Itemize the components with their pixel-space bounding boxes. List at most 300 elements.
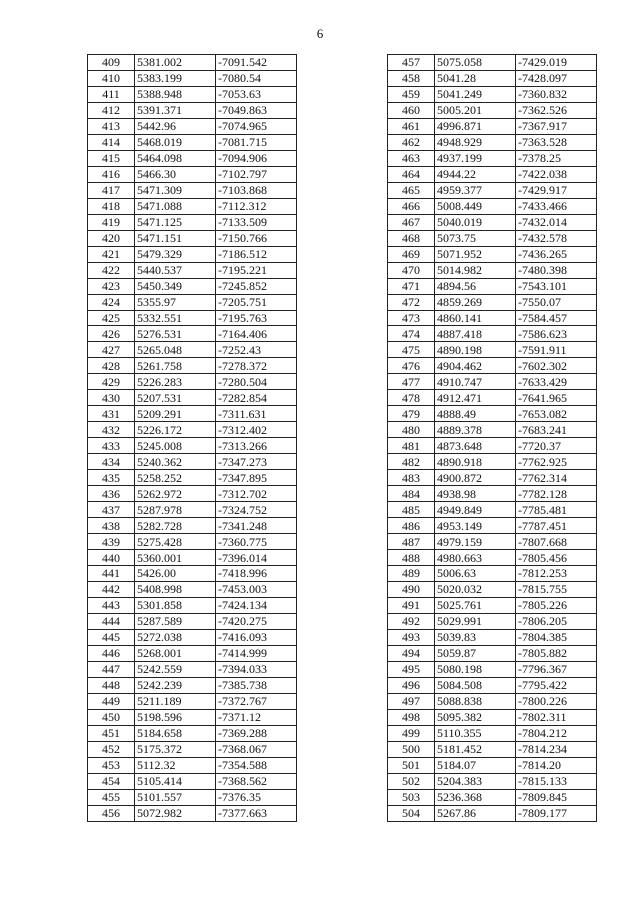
y-coordinate-cell: -7324.752 [216, 502, 297, 518]
y-coordinate-cell: -7807.668 [516, 534, 597, 550]
y-coordinate-cell: -7453.003 [216, 581, 297, 597]
x-coordinate-cell: 4904.462 [435, 358, 516, 374]
table-row [388, 502, 597, 518]
table-row [388, 150, 597, 166]
y-coordinate-cell: -7782.128 [516, 486, 597, 502]
y-coordinate-cell: -7428.097 [516, 70, 597, 86]
x-coordinate-cell: 5282.728 [135, 518, 216, 534]
y-coordinate-cell: -7313.266 [216, 438, 297, 454]
point-number-cell: 501 [388, 757, 435, 773]
table-row [388, 246, 597, 262]
coordinates-table-right-body [388, 55, 597, 822]
x-coordinate-cell: 5408.998 [135, 581, 216, 597]
x-coordinate-cell: 5426.00 [135, 566, 216, 582]
table-row [88, 374, 297, 390]
table-row [88, 789, 297, 805]
x-coordinate-cell: 5355.97 [135, 294, 216, 310]
point-number-cell: 495 [388, 661, 435, 677]
x-coordinate-cell: 5039.83 [435, 629, 516, 645]
x-coordinate-cell: 4979.159 [435, 534, 516, 550]
y-coordinate-cell: -7368.562 [216, 773, 297, 789]
table-row [388, 645, 597, 661]
x-coordinate-cell: 5184.658 [135, 725, 216, 741]
table-row [88, 230, 297, 246]
y-coordinate-cell: -7543.101 [516, 278, 597, 294]
point-number-cell: 428 [88, 358, 135, 374]
point-number-cell: 412 [88, 102, 135, 118]
table-row [388, 118, 597, 134]
x-coordinate-cell: 5184.07 [435, 757, 516, 773]
y-coordinate-cell: -7815.755 [516, 581, 597, 597]
x-coordinate-cell: 5204.383 [435, 773, 516, 789]
y-coordinate-cell: -7812.253 [516, 566, 597, 582]
table-row [88, 182, 297, 198]
table-row [88, 166, 297, 182]
table-row [88, 342, 297, 358]
point-number-cell: 449 [88, 693, 135, 709]
point-number-cell: 448 [88, 677, 135, 693]
table-row [88, 390, 297, 406]
y-coordinate-cell: -7150.766 [216, 230, 297, 246]
point-number-cell: 473 [388, 310, 435, 326]
y-coordinate-cell: -7800.226 [516, 693, 597, 709]
point-number-cell: 464 [388, 166, 435, 182]
point-number-cell: 494 [388, 645, 435, 661]
point-number-cell: 430 [88, 390, 135, 406]
y-coordinate-cell: -7805.882 [516, 645, 597, 661]
y-coordinate-cell: -7360.775 [216, 534, 297, 550]
y-coordinate-cell: -7311.631 [216, 406, 297, 422]
y-coordinate-cell: -7186.512 [216, 246, 297, 262]
table-row [388, 342, 597, 358]
x-coordinate-cell: 4890.198 [435, 342, 516, 358]
y-coordinate-cell: -7814.20 [516, 757, 597, 773]
point-number-cell: 441 [88, 566, 135, 582]
point-number-cell: 487 [388, 534, 435, 550]
table-row [88, 134, 297, 150]
x-coordinate-cell: 5287.978 [135, 502, 216, 518]
table-row [388, 326, 597, 342]
point-number-cell: 443 [88, 597, 135, 613]
table-row [388, 198, 597, 214]
x-coordinate-cell: 5464.098 [135, 150, 216, 166]
x-coordinate-cell: 5105.414 [135, 773, 216, 789]
point-number-cell: 434 [88, 454, 135, 470]
y-coordinate-cell: -7102.797 [216, 166, 297, 182]
x-coordinate-cell: 5471.151 [135, 230, 216, 246]
table-row [88, 773, 297, 789]
x-coordinate-cell: 5209.291 [135, 406, 216, 422]
table-row [88, 294, 297, 310]
table-row [388, 534, 597, 550]
x-coordinate-cell: 5014.982 [435, 262, 516, 278]
y-coordinate-cell: -7633.429 [516, 374, 597, 390]
point-number-cell: 461 [388, 118, 435, 134]
x-coordinate-cell: 5471.125 [135, 214, 216, 230]
point-number-cell: 471 [388, 278, 435, 294]
x-coordinate-cell: 5075.058 [435, 55, 516, 71]
x-coordinate-cell: 5072.982 [135, 805, 216, 821]
y-coordinate-cell: -7360.832 [516, 86, 597, 102]
table-row [88, 566, 297, 582]
x-coordinate-cell: 4889.378 [435, 422, 516, 438]
table-row [88, 693, 297, 709]
point-number-cell: 475 [388, 342, 435, 358]
table-row [388, 725, 597, 741]
x-coordinate-cell: 5242.239 [135, 677, 216, 693]
point-number-cell: 453 [88, 757, 135, 773]
y-coordinate-cell: -7787.451 [516, 518, 597, 534]
table-row [388, 805, 597, 821]
y-coordinate-cell: -7394.033 [216, 661, 297, 677]
x-coordinate-cell: 5041.28 [435, 70, 516, 86]
y-coordinate-cell: -7091.542 [216, 55, 297, 71]
table-row [88, 502, 297, 518]
y-coordinate-cell: -7795.422 [516, 677, 597, 693]
point-number-cell: 468 [388, 230, 435, 246]
x-coordinate-cell: 4948.929 [435, 134, 516, 150]
y-coordinate-cell: -7112.312 [216, 198, 297, 214]
table-row [388, 214, 597, 230]
point-number-cell: 452 [88, 741, 135, 757]
point-number-cell: 478 [388, 390, 435, 406]
x-coordinate-cell: 4953.149 [435, 518, 516, 534]
point-number-cell: 424 [88, 294, 135, 310]
x-coordinate-cell: 5242.559 [135, 661, 216, 677]
y-coordinate-cell: -7418.996 [216, 566, 297, 582]
x-coordinate-cell: 5226.172 [135, 422, 216, 438]
x-coordinate-cell: 5181.452 [435, 741, 516, 757]
table-row [88, 326, 297, 342]
x-coordinate-cell: 5240.362 [135, 454, 216, 470]
point-number-cell: 422 [88, 262, 135, 278]
point-number-cell: 439 [88, 534, 135, 550]
y-coordinate-cell: -7805.456 [516, 550, 597, 566]
table-row [88, 534, 297, 550]
x-coordinate-cell: 5020.032 [435, 581, 516, 597]
x-coordinate-cell: 5391.371 [135, 102, 216, 118]
y-coordinate-cell: -7762.314 [516, 470, 597, 486]
x-coordinate-cell: 5101.557 [135, 789, 216, 805]
point-number-cell: 450 [88, 709, 135, 725]
table-row [88, 645, 297, 661]
x-coordinate-cell: 5112.32 [135, 757, 216, 773]
y-coordinate-cell: -7377.663 [216, 805, 297, 821]
point-number-cell: 440 [88, 550, 135, 566]
table-row [88, 725, 297, 741]
x-coordinate-cell: 5262.972 [135, 486, 216, 502]
point-number-cell: 480 [388, 422, 435, 438]
table-row [88, 406, 297, 422]
y-coordinate-cell: -7195.221 [216, 262, 297, 278]
y-coordinate-cell: -7432.014 [516, 214, 597, 230]
table-row [388, 677, 597, 693]
y-coordinate-cell: -7584.457 [516, 310, 597, 326]
x-coordinate-cell: 5287.589 [135, 613, 216, 629]
y-coordinate-cell: -7372.767 [216, 693, 297, 709]
table-row [88, 310, 297, 326]
x-coordinate-cell: 5029.991 [435, 613, 516, 629]
point-number-cell: 425 [88, 310, 135, 326]
x-coordinate-cell: 4944.22 [435, 166, 516, 182]
x-coordinate-cell: 5479.329 [135, 246, 216, 262]
x-coordinate-cell: 4873.648 [435, 438, 516, 454]
y-coordinate-cell: -7683.241 [516, 422, 597, 438]
y-coordinate-cell: -7436.265 [516, 246, 597, 262]
y-coordinate-cell: -7362.526 [516, 102, 597, 118]
y-coordinate-cell: -7433.466 [516, 198, 597, 214]
y-coordinate-cell: -7785.481 [516, 502, 597, 518]
x-coordinate-cell: 5025.761 [435, 597, 516, 613]
point-number-cell: 489 [388, 566, 435, 582]
point-number-cell: 500 [388, 741, 435, 757]
table-row [88, 454, 297, 470]
table-row [88, 55, 297, 71]
table-row [388, 278, 597, 294]
x-coordinate-cell: 4860.141 [435, 310, 516, 326]
point-number-cell: 502 [388, 773, 435, 789]
y-coordinate-cell: -7053.63 [216, 86, 297, 102]
table-row [388, 773, 597, 789]
y-coordinate-cell: -7422.038 [516, 166, 597, 182]
point-number-cell: 474 [388, 326, 435, 342]
x-coordinate-cell: 5006.63 [435, 566, 516, 582]
x-coordinate-cell: 4959.377 [435, 182, 516, 198]
table-row [88, 518, 297, 534]
table-row [388, 374, 597, 390]
point-number-cell: 418 [88, 198, 135, 214]
point-number-cell: 482 [388, 454, 435, 470]
x-coordinate-cell: 5059.87 [435, 645, 516, 661]
x-coordinate-cell: 5041.249 [435, 86, 516, 102]
x-coordinate-cell: 4888.49 [435, 406, 516, 422]
y-coordinate-cell: -7814.234 [516, 741, 597, 757]
table-row [388, 613, 597, 629]
table-row [88, 757, 297, 773]
point-number-cell: 491 [388, 597, 435, 613]
y-coordinate-cell: -7396.014 [216, 550, 297, 566]
table-row [88, 150, 297, 166]
y-coordinate-cell: -7363.528 [516, 134, 597, 150]
table-row [88, 214, 297, 230]
x-coordinate-cell: 5468.019 [135, 134, 216, 150]
point-number-cell: 470 [388, 262, 435, 278]
y-coordinate-cell: -7312.702 [216, 486, 297, 502]
x-coordinate-cell: 5198.596 [135, 709, 216, 725]
x-coordinate-cell: 5236.368 [435, 789, 516, 805]
point-number-cell: 459 [388, 86, 435, 102]
x-coordinate-cell: 5071.952 [435, 246, 516, 262]
point-number-cell: 451 [88, 725, 135, 741]
table-row [388, 70, 597, 86]
point-number-cell: 499 [388, 725, 435, 741]
table-row [88, 262, 297, 278]
point-number-cell: 433 [88, 438, 135, 454]
x-coordinate-cell: 5360.001 [135, 550, 216, 566]
y-coordinate-cell: -7809.177 [516, 805, 597, 821]
point-number-cell: 498 [388, 709, 435, 725]
table-row [388, 134, 597, 150]
y-coordinate-cell: -7762.925 [516, 454, 597, 470]
x-coordinate-cell: 4996.871 [435, 118, 516, 134]
y-coordinate-cell: -7653.082 [516, 406, 597, 422]
x-coordinate-cell: 5388.948 [135, 86, 216, 102]
table-row [388, 422, 597, 438]
point-number-cell: 472 [388, 294, 435, 310]
table-row [88, 629, 297, 645]
x-coordinate-cell: 5008.449 [435, 198, 516, 214]
table-row [88, 102, 297, 118]
y-coordinate-cell: -7368.067 [216, 741, 297, 757]
point-number-cell: 454 [88, 773, 135, 789]
y-coordinate-cell: -7347.895 [216, 470, 297, 486]
point-number-cell: 504 [388, 805, 435, 821]
y-coordinate-cell: -7815.133 [516, 773, 597, 789]
x-coordinate-cell: 5261.758 [135, 358, 216, 374]
y-coordinate-cell: -7133.509 [216, 214, 297, 230]
point-number-cell: 416 [88, 166, 135, 182]
table-row [388, 741, 597, 757]
x-coordinate-cell: 5258.252 [135, 470, 216, 486]
table-row [388, 358, 597, 374]
y-coordinate-cell: -7429.019 [516, 55, 597, 71]
table-row [388, 486, 597, 502]
x-coordinate-cell: 5268.001 [135, 645, 216, 661]
table-row [88, 677, 297, 693]
table-row [88, 613, 297, 629]
x-coordinate-cell: 5471.088 [135, 198, 216, 214]
page-number: 6 [316, 26, 324, 41]
table-row [388, 581, 597, 597]
y-coordinate-cell: -7720.37 [516, 438, 597, 454]
x-coordinate-cell: 4887.418 [435, 326, 516, 342]
table-row [88, 278, 297, 294]
y-coordinate-cell: -7424.134 [216, 597, 297, 613]
table-row [88, 486, 297, 502]
table-row [88, 805, 297, 821]
y-coordinate-cell: -7278.372 [216, 358, 297, 374]
x-coordinate-cell: 5211.189 [135, 693, 216, 709]
y-coordinate-cell: -7280.504 [216, 374, 297, 390]
x-coordinate-cell: 4937.199 [435, 150, 516, 166]
point-number-cell: 437 [88, 502, 135, 518]
point-number-cell: 497 [388, 693, 435, 709]
point-number-cell: 477 [388, 374, 435, 390]
table-row [388, 693, 597, 709]
x-coordinate-cell: 5381.002 [135, 55, 216, 71]
y-coordinate-cell: -7369.288 [216, 725, 297, 741]
point-number-cell: 420 [88, 230, 135, 246]
point-number-cell: 463 [388, 150, 435, 166]
point-number-cell: 476 [388, 358, 435, 374]
y-coordinate-cell: -7804.385 [516, 629, 597, 645]
point-number-cell: 466 [388, 198, 435, 214]
table-row [388, 454, 597, 470]
y-coordinate-cell: -7103.868 [216, 182, 297, 198]
point-number-cell: 460 [388, 102, 435, 118]
y-coordinate-cell: -7804.212 [516, 725, 597, 741]
x-coordinate-cell: 4938.98 [435, 486, 516, 502]
y-coordinate-cell: -7796.367 [516, 661, 597, 677]
table-row [88, 741, 297, 757]
y-coordinate-cell: -7416.093 [216, 629, 297, 645]
x-coordinate-cell: 5226.283 [135, 374, 216, 390]
point-number-cell: 419 [88, 214, 135, 230]
point-number-cell: 465 [388, 182, 435, 198]
y-coordinate-cell: -7245.852 [216, 278, 297, 294]
y-coordinate-cell: -7376.35 [216, 789, 297, 805]
table-row [388, 86, 597, 102]
table-row [388, 566, 597, 582]
x-coordinate-cell: 5265.048 [135, 342, 216, 358]
y-coordinate-cell: -7641.965 [516, 390, 597, 406]
point-number-cell: 496 [388, 677, 435, 693]
coordinates-table-right [387, 54, 597, 822]
y-coordinate-cell: -7367.917 [516, 118, 597, 134]
point-number-cell: 446 [88, 645, 135, 661]
x-coordinate-cell: 4912.471 [435, 390, 516, 406]
point-number-cell: 503 [388, 789, 435, 805]
point-number-cell: 426 [88, 326, 135, 342]
x-coordinate-cell: 5383.199 [135, 70, 216, 86]
point-number-cell: 417 [88, 182, 135, 198]
table-row [88, 438, 297, 454]
x-coordinate-cell: 4890.918 [435, 454, 516, 470]
point-number-cell: 409 [88, 55, 135, 71]
table-row [388, 102, 597, 118]
table-row [388, 757, 597, 773]
table-row [388, 470, 597, 486]
point-number-cell: 436 [88, 486, 135, 502]
point-number-cell: 469 [388, 246, 435, 262]
y-coordinate-cell: -7806.205 [516, 613, 597, 629]
point-number-cell: 458 [388, 70, 435, 86]
y-coordinate-cell: -7809.845 [516, 789, 597, 805]
y-coordinate-cell: -7164.406 [216, 326, 297, 342]
y-coordinate-cell: -7312.402 [216, 422, 297, 438]
point-number-cell: 414 [88, 134, 135, 150]
point-number-cell: 488 [388, 550, 435, 566]
table-row [88, 70, 297, 86]
table-row [388, 597, 597, 613]
point-number-cell: 493 [388, 629, 435, 645]
point-number-cell: 485 [388, 502, 435, 518]
table-row [88, 661, 297, 677]
coordinates-table-left [87, 54, 297, 822]
x-coordinate-cell: 5005.201 [435, 102, 516, 118]
x-coordinate-cell: 4910.747 [435, 374, 516, 390]
x-coordinate-cell: 5466.30 [135, 166, 216, 182]
y-coordinate-cell: -7049.863 [216, 102, 297, 118]
point-number-cell: 445 [88, 629, 135, 645]
point-number-cell: 467 [388, 214, 435, 230]
y-coordinate-cell: -7586.623 [516, 326, 597, 342]
y-coordinate-cell: -7080.54 [216, 70, 297, 86]
point-number-cell: 411 [88, 86, 135, 102]
table-row [388, 709, 597, 725]
x-coordinate-cell: 5267.86 [435, 805, 516, 821]
table-row [388, 390, 597, 406]
y-coordinate-cell: -7802.311 [516, 709, 597, 725]
y-coordinate-cell: -7074.965 [216, 118, 297, 134]
y-coordinate-cell: -7591.911 [516, 342, 597, 358]
x-coordinate-cell: 5084.508 [435, 677, 516, 693]
coordinates-table-left-body [88, 55, 297, 822]
y-coordinate-cell: -7341.248 [216, 518, 297, 534]
table-row [88, 550, 297, 566]
point-number-cell: 415 [88, 150, 135, 166]
table-row [388, 262, 597, 278]
